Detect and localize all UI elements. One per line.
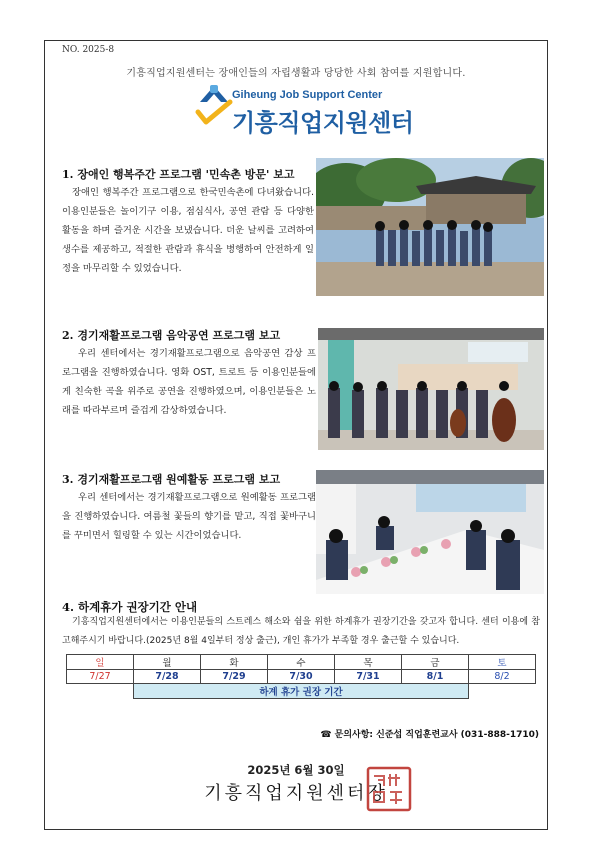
date-cell: 7/30 bbox=[268, 670, 335, 684]
logo-english-name: Giheung Job Support Center bbox=[232, 89, 383, 101]
issue-date: 2025년 6월 30일 bbox=[247, 763, 345, 777]
document-number: NO. 2025-8 bbox=[62, 45, 115, 55]
gardening-photo bbox=[316, 470, 544, 594]
date-cell: 7/31 bbox=[335, 670, 402, 684]
day-wednesday: 수 bbox=[268, 655, 335, 670]
section-4-body: 기흥직업지원센터에서는 이용인분들의 스트레스 해소와 쉼을 위한 하계휴가 권장기간을 갖고자 합니다. 센터 이용에 참고해주시기 바랍니다.(2025년 8월 4일부터 정상 출근), 개인 휴가가 부족할 경우 출근할 수 있습니다. bbox=[62, 617, 540, 646]
day-tuesday: 화 bbox=[201, 655, 268, 670]
day-sunday: 일 bbox=[67, 655, 134, 670]
date-cell: 7/27 bbox=[67, 670, 134, 684]
calendar-period-row bbox=[67, 684, 536, 699]
contact-info: ☎ 문의사항: 신준섭 직업훈련교사 (031-888-1710) bbox=[320, 730, 539, 740]
section-3-title: 3. 경기재활프로그램 원예활동 프로그램 보고 bbox=[62, 473, 281, 486]
section-4-title: 4. 하계휴가 권장기간 안내 bbox=[62, 600, 198, 614]
center-logo-icon bbox=[194, 80, 234, 130]
section-3-body: 우리 센터에서는 경기재활프로그램으로 원예활동 프로그램을 진행하였습니다. 여름철 꽃들의 향기를 맡고, 직접 꽃바구니를 꾸미면서 힐링할 수 있는 시간이었습니다. bbox=[62, 492, 316, 541]
vacation-period-label: 하계 휴가 권장 기간 bbox=[134, 684, 469, 699]
section-1-body: 장애인 행복주간 프로그램으로 한국민속촌에 다녀왔습니다. 이용인분들은 놀이기구 이용, 점심식사, 공연 관람 등 다양한 활동을 하며 즐거운 시간을 보냈습니다. 더운 날씨를 고려하여 생수를 제공하고, 적절한 관람과 휴식을 병행하여 안전하게 일정을 마무리할 수 있었습니다. bbox=[62, 187, 314, 274]
music-concert-photo bbox=[318, 328, 544, 450]
section-1-title: 1. 장애인 행복주간 프로그램 '민속촌 방문' 보고 bbox=[62, 168, 295, 181]
date-cell: 7/29 bbox=[201, 670, 268, 684]
date-cell: 7/28 bbox=[134, 670, 201, 684]
signer-title: 기흥직업지원센터장 bbox=[204, 783, 388, 804]
folk-village-photo bbox=[316, 158, 544, 296]
day-thursday: 목 bbox=[335, 655, 402, 670]
logo-korean-name: 기흥직업지원센터 bbox=[232, 109, 414, 137]
day-saturday: 토 bbox=[469, 655, 536, 670]
day-monday: 월 bbox=[134, 655, 201, 670]
vacation-calendar bbox=[66, 654, 536, 699]
section-2-body: 우리 센터에서는 경기재활프로그램으로 음악공연 감상 프로그램을 진행하였습니다. 영화 OST, 트로트 등 이용인분들에게 친숙한 곡을 위주로 공연을 진행하였으며, 이용인분들은 노래를 따라부르며 즐겁게 감상하였습니다. bbox=[62, 348, 316, 416]
date-cell: 8/2 bbox=[469, 670, 536, 684]
calendar-date-row bbox=[67, 670, 536, 684]
tagline: 기흥직업지원센터는 장애인들의 자립생활과 당당한 사회 참여를 지원합니다. bbox=[126, 68, 466, 79]
date-cell: 8/1 bbox=[402, 670, 469, 684]
official-seal-icon bbox=[366, 766, 412, 812]
calendar-day-row bbox=[67, 655, 536, 670]
section-2-title: 2. 경기재활프로그램 음악공연 프로그램 보고 bbox=[62, 329, 281, 342]
day-friday: 금 bbox=[402, 655, 469, 670]
